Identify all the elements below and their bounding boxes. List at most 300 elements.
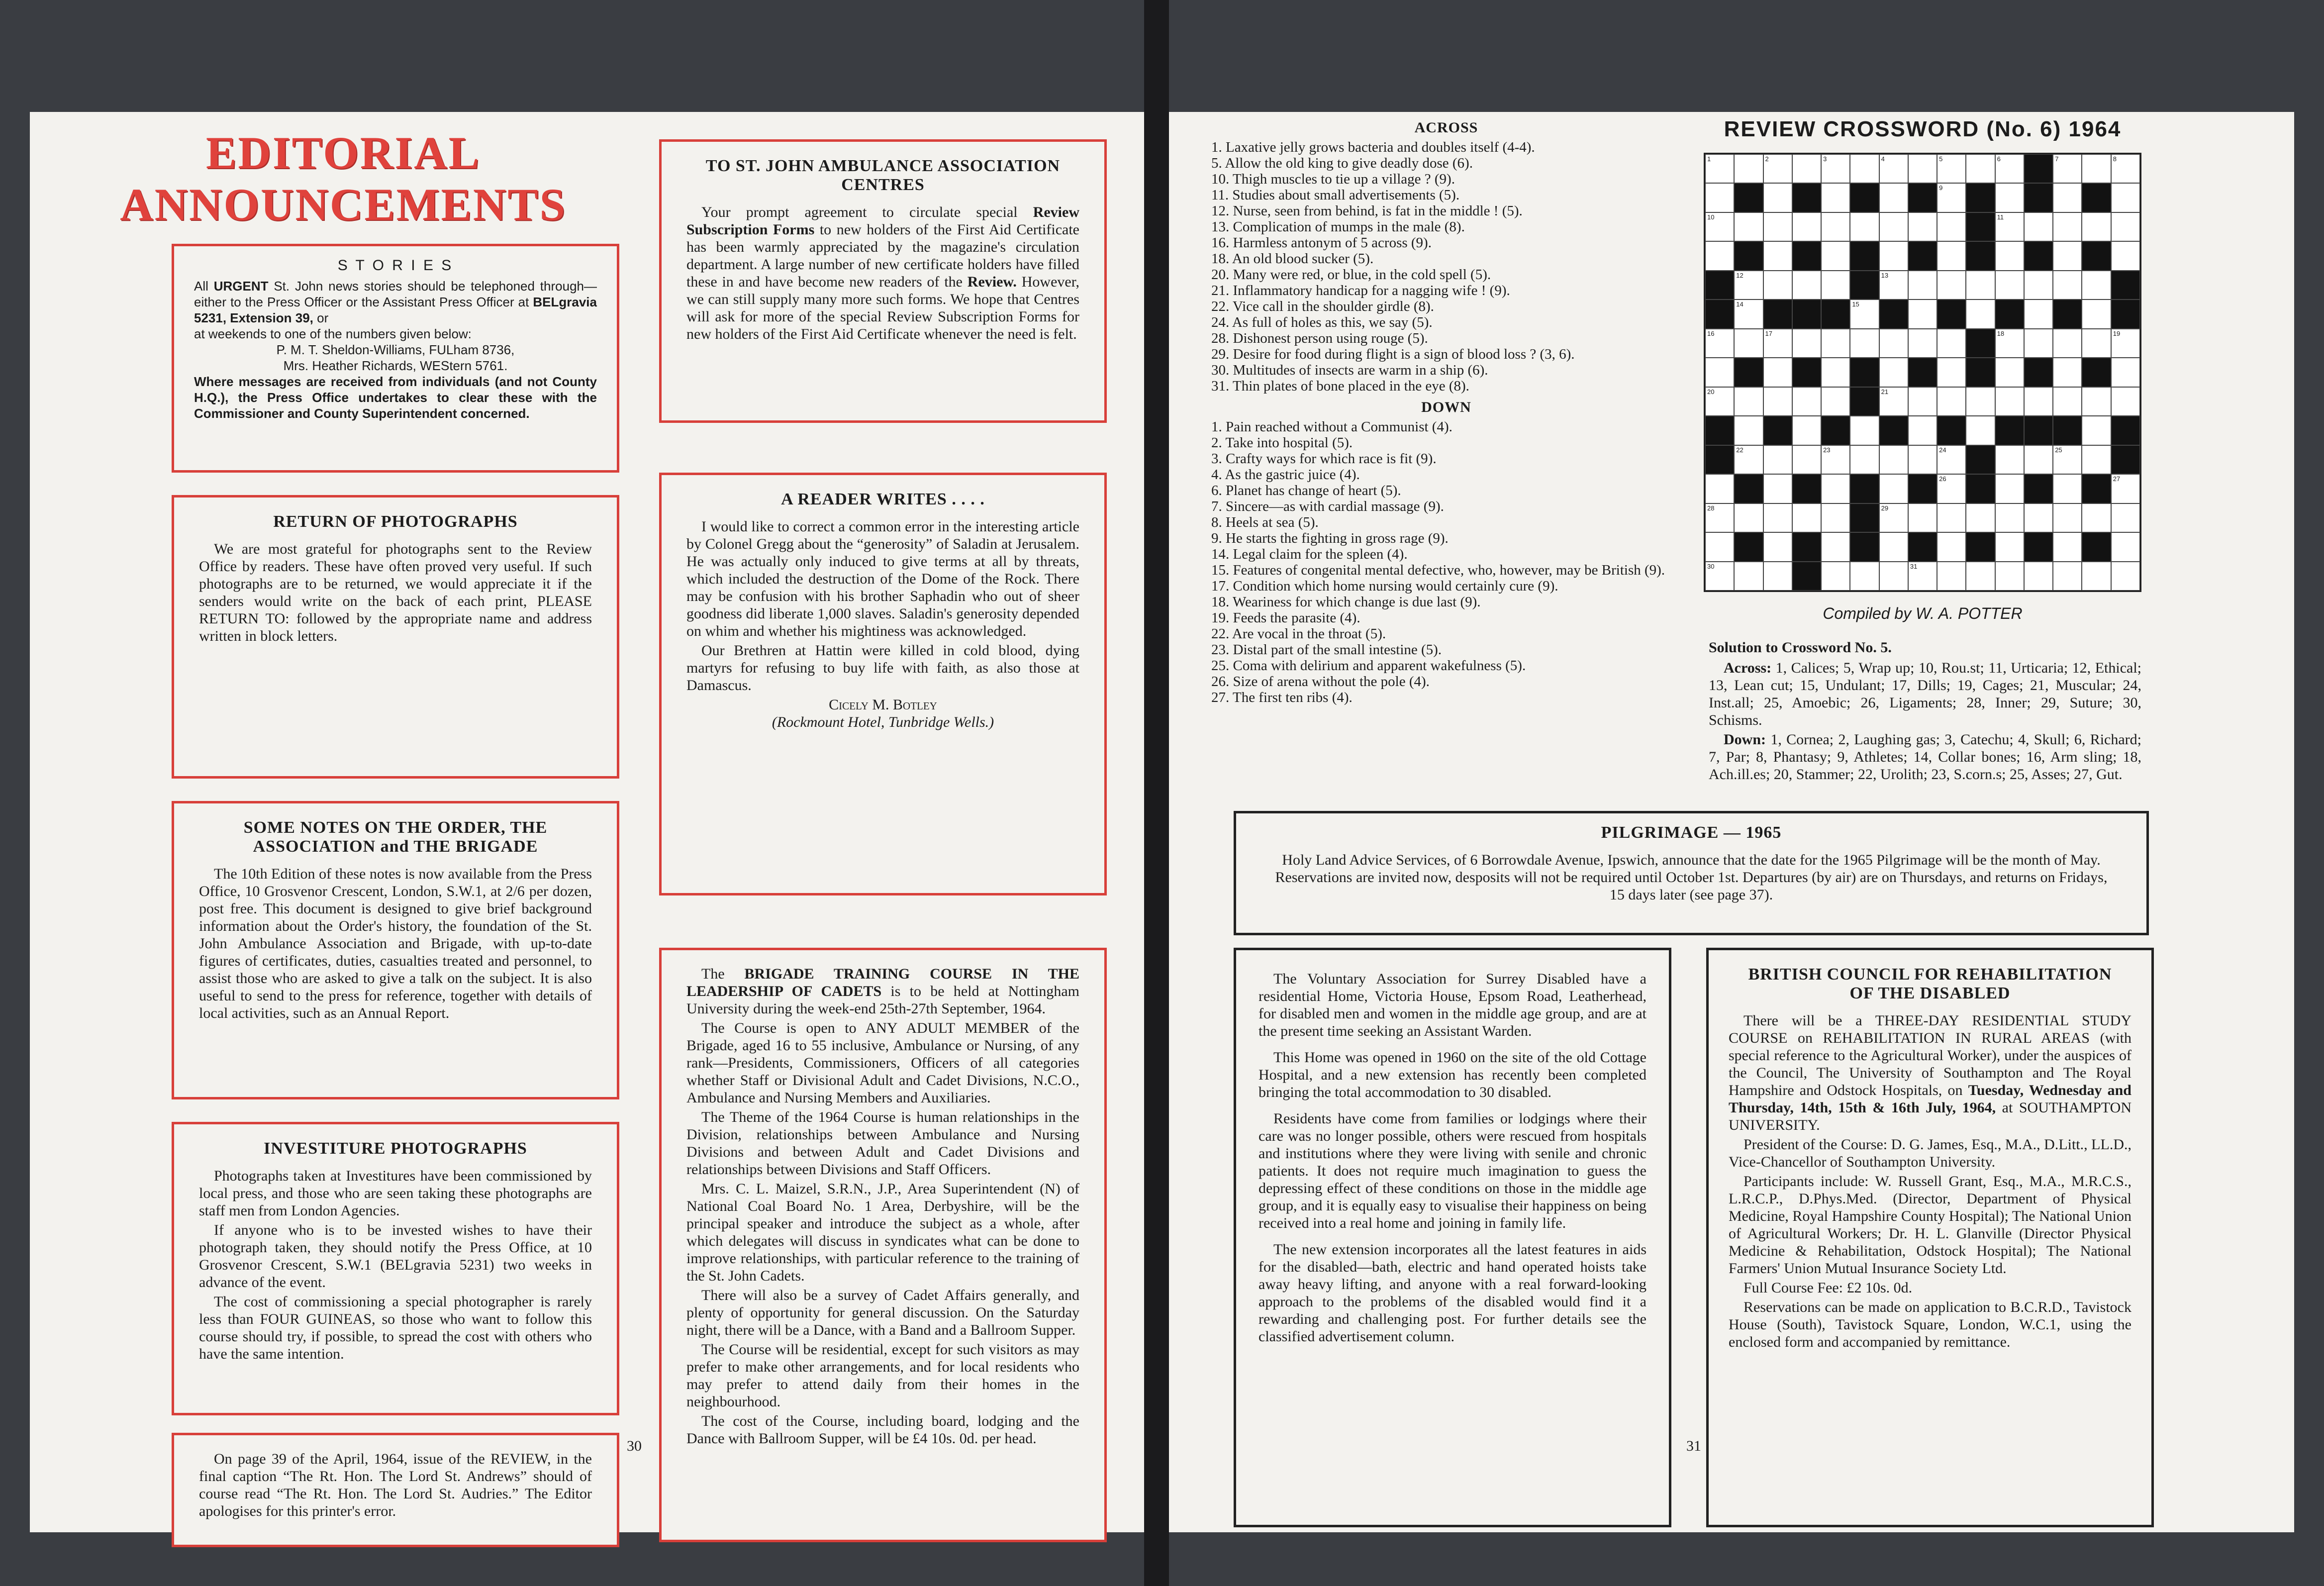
investiture-p2: If anyone who is to be invested wishes to have their photograph taken, they should notify the Press Office, at 10 Grosvenor Crescent, S.W.1 (BELgravia 5231) two weeks in advance of the event. [199,1222,592,1290]
grid-cell [1821,358,1850,387]
grid-cell [1763,241,1792,270]
grid-cell [1995,503,2024,532]
down-clue: 7. Sincere—as with cardial massage (9). [1211,498,1444,514]
grid-cell [1821,183,1850,212]
council-heading-1: BRITISH COUNCIL FOR REHABILITATION [1748,965,2112,984]
grid-cell [1908,299,1937,328]
grid-block [2053,299,2082,328]
weekend-text: at weekends to one of the numbers given below: [194,326,472,341]
clue-number: 20 [1707,388,1715,396]
grid-cell [2053,474,2082,503]
grid-cell [1966,387,1995,416]
clue-number: 11 [1997,213,2004,221]
grid-cell [2082,445,2111,474]
reader-address: (Rockmount Hotel, Tunbridge Wells.) [772,714,994,730]
clues-column [1211,114,1681,705]
down-clue: 25. Coma with delirium and apparent wakefulness (5). [1211,658,1526,674]
grid-cell [1792,271,1821,299]
grid-cell [1821,387,1850,416]
clue-number: 18 [1997,329,2005,337]
urgent-word: URGENT [213,279,269,294]
reader-heading: A READER WRITES . . . . [781,490,985,508]
grid-cell [1879,532,1908,561]
grid-block [1792,299,1821,328]
down-clue: 2. Take into hospital (5). [1211,435,1353,451]
grid-block [1908,474,1937,503]
across-heading: ACROSS [1414,119,1478,136]
grid-block [2024,532,2053,561]
grid-cell [1792,387,1821,416]
down-clue: 22. Are vocal in the throat (5). [1211,626,1386,642]
surrey-p1: The Voluntary Association for Surrey Disabled have a residential Home, Victoria House, Epsom Road, Leatherhead, for disabled men and women in the middle age group, and are at the present time seeking an Assistant Warden. [1259,971,1646,1039]
grid-block [1995,299,2024,328]
grid-cell [1908,329,1937,358]
grid-cell [1850,562,1879,591]
grid-cell [1908,562,1937,591]
page-left [30,112,1144,1532]
clue-number: 9 [1939,184,1943,192]
clue-number: 15 [1852,300,1859,308]
course-p5: There will also be a survey of Cadet Affairs generally, and plenty of opportunity for general discussion. On the Saturday night, there will be a Dance, with a Band and a Ballroom Supper. [686,1287,1079,1338]
grid-cell [1995,154,2024,183]
grid-block [2024,474,2053,503]
grid-block [1850,241,1879,270]
across-clue: 31. Thin plates of bone placed in the eye (8). [1211,378,1469,394]
grid-cell [1705,387,1734,416]
stories-text: All [194,279,214,294]
grid-block [2082,241,2111,270]
grid-block [2111,416,2140,445]
investiture-p1: Photographs taken at Investitures have been commissioned by local press, and those who are seen taking these photographs are staff men from London Agencies. [199,1168,592,1219]
stories-text-2: St. John news stories should be telephoned through—either to the Press Officer or the Assistant Press Officer at [194,279,597,309]
grid-block [2082,358,2111,387]
surrey-p4: The new extension incorporates all the latest features in aids for the disabled—bath, electric and hand operated hoists take away heavy lifting, and anyone with a real forward-looking approach to the problems of the disabled would find it a rewarding and challenging post. For further details see the classified advertisement column. [1259,1241,1646,1345]
contact-line-1: P. M. T. Sheldon-Williams, FULham 8736, [276,342,515,357]
grid-cell [1705,532,1734,561]
grid-cell [1937,212,1966,241]
clue-number: 5 [1939,155,1943,163]
grid-cell [1763,329,1792,358]
grid-cell [2053,562,2082,591]
grid-cell [2024,387,2053,416]
grid-cell [1879,154,1908,183]
grid-cell [1763,387,1792,416]
clue-number: 19 [2113,329,2121,337]
grid-cell [1966,562,1995,591]
editorial-title [60,127,627,230]
title-line-2: ANNOUNCEMENTS [120,179,567,230]
grid-cell [1937,271,1966,299]
grid-cell [1734,416,1763,445]
apology-box [172,1433,619,1547]
down-clue: 4. As the gastric juice (4). [1211,467,1360,483]
grid-cell [1850,445,1879,474]
grid-cell [1966,154,1995,183]
grid-cell [2024,212,2053,241]
down-clue: 1. Pain reached without a Communist (4). [1211,419,1452,435]
down-heading: DOWN [1421,399,1471,415]
across-clue: 11. Studies about small advertisements (5). [1211,187,1460,203]
grid-cell [1995,241,2024,270]
grid-cell [1850,416,1879,445]
grid-block [1966,358,1995,387]
grid-cell [1995,271,2024,299]
clue-number: 27 [2113,475,2121,483]
grid-block [1966,474,1995,503]
grid-cell [1879,503,1908,532]
photos-text: We are most grateful for photographs sent to the Review Office by readers. These have often proved very useful. If such photographs are to be returned, we would appreciate it if the senders would write on the back of each print, PLEASE RETURN TO: followed by the appropriate name and address written in block letters. [199,541,592,644]
grid-cell [1734,503,1763,532]
grid-block [1821,416,1850,445]
grid-cell [1937,474,1966,503]
council-text-1: There will be a THREE-DAY RESIDENTIAL STUDY COURSE on REHABILITATION IN RURAL AREAS (with special reference to the Agricultural Worker), under the auspices of the Council, The University of Southampton and The Royal Hampshire and Odstock Hospitals, on [1729,1012,2131,1098]
grid-cell [1763,503,1792,532]
grid-cell [1879,445,1908,474]
grid-cell [2053,154,2082,183]
grid-cell [1879,271,1908,299]
grid-block [1850,474,1879,503]
book-spine [1144,0,1169,1586]
grid-cell [1908,154,1937,183]
grid-cell [1821,503,1850,532]
grid-cell [1705,474,1734,503]
grid-cell [1908,271,1937,299]
grid-cell [1821,445,1850,474]
grid-cell [1995,183,2024,212]
grid-block [1966,241,1995,270]
centres-text-3: However, we can still supply many more such forms. We hope that Centres will ask for more of the special Review Subscription Forms for new holders of the First Aid Certificate whenever the need is felt. [686,274,1079,342]
contact-line-2: Mrs. Heather Richards, WEStern 5761. [283,358,508,373]
down-clue: 14. Legal claim for the spleen (4). [1211,546,1408,562]
grid-block [1966,445,1995,474]
course-text-2: is to be held at Nottingham University during the week-end 25th-27th September, 1964. [686,983,1079,1017]
surrey-box [1234,948,1671,1527]
grid-cell [1734,445,1763,474]
grid-cell [1966,416,1995,445]
grid-cell [1937,329,1966,358]
council-dates-bold: Tuesday, Wednesday and Thursday, 14th, 15th & 16th July, 1964, [1729,1082,2131,1116]
grid-cell [2082,329,2111,358]
grid-cell [1763,562,1792,591]
across-clue: 28. Dishonest person using rouge (5). [1211,330,1428,346]
grid-block [1879,416,1908,445]
council-p2: President of the Course: D. G. James, Esq., M.A., D.Litt., LL.D., Vice-Chancellor of Southampton University. [1729,1136,2131,1170]
grid-block [1734,532,1763,561]
grid-cell [2024,503,2053,532]
down-clue: 9. He starts the fighting in gross rage (9). [1211,530,1449,546]
grid-cell [1850,329,1879,358]
grid-block [1792,183,1821,212]
clue-number: 31 [1910,562,1918,570]
crossword-grid [1704,153,2141,592]
grid-cell [1966,299,1995,328]
grid-block [2111,445,2140,474]
solution-down: 1, Cornea; 2, Laughing gas; 3, Catechu; 4, Skull; 6, Richard; 7, Par; 8, Phantasy; 9, Athletes; 14, Collar bones; 16, Arm sling; 18, Ach.ill.es; 20, Stammer; 22, Urolith; 23, S.corn.s; 25, Asses; 27, Gut. [1709,731,2141,783]
clue-number: 21 [1881,388,1889,396]
grid-cell [1821,241,1850,270]
investiture-heading: INVESTITURE PHOTOGRAPHS [264,1139,527,1158]
council-heading [1729,965,2131,1003]
clue-number: 25 [2055,446,2062,454]
clue-number: 6 [1997,155,2001,163]
course-p4: Mrs. C. L. Maizel, S.R.N., J.P., Area Superintendent (N) of National Coal Board No. 1 Area, Derbyshire, will be the principal speaker and introduce the subject as a whole, after which delegates will discuss in syndicates what can be done to improve relationships, with particular reference to the training of the St. John Cadets. [686,1181,1079,1284]
investiture-box [172,1122,619,1415]
down-clue: 6. Planet has change of heart (5). [1211,483,1401,498]
grid-block [2024,154,2053,183]
grid-cell [1937,532,1966,561]
reader-signature: Cicely M. Botley [829,696,937,713]
surrey-p2: This Home was opened in 1960 on the site of the old Cottage Hospital, and a new extension has recently been completed bringing the total accommodation to 30 disabled. [1259,1049,1646,1100]
page-right [1169,112,2294,1532]
compiled-by: Compiled by W. A. POTTER [1823,604,2023,622]
down-clue: 15. Features of congenital mental defective, who, however, may be British (9). [1211,562,1665,578]
review-bold: Review. [967,274,1017,290]
down-clue: 3. Crafty ways for which race is fit (9). [1211,451,1437,467]
clue-number: 4 [1881,155,1885,163]
grid-cell [1850,299,1879,328]
photos-heading: RETURN OF PHOTOGRAPHS [273,512,518,531]
grid-cell [2082,299,2111,328]
crossword-title: REVIEW CROSSWORD (No. 6) 1964 [1724,117,2122,141]
grid-cell [2082,416,2111,445]
notes-text: The 10th Edition of these notes is now available from the Press Office, 10 Grosvenor Crescent, London, S.W.1, at 2/6 per dozen, post free. This document is designed to give brief background information about the Order's history, the foundation of the St. John Ambulance Association and Brigade, with up-to-date figures of certificates, duties, casualties treated and personnel, to assist those who are asked to give a talk on the subject. It is also useful to send to the press for reference, together with details of local activities, such as an Annual Report. [199,866,592,1021]
across-clue: 12. Nurse, seen from behind, is fat in the middle ! (5). [1211,203,1523,219]
grid-cell [1937,183,1966,212]
grid-block [1879,299,1908,328]
grid-cell [1937,562,1966,591]
clue-number: 26 [1939,475,1946,483]
grid-block [1734,474,1763,503]
centres-heading-1: TO ST. JOHN AMBULANCE ASSOCIATION [705,157,1061,175]
notes-box [172,801,619,1099]
grid-cell [2111,329,2140,358]
grid-block [1705,271,1734,299]
grid-cell [2111,474,2140,503]
across-clue: 22. Vice call in the shoulder girdle (8). [1211,298,1434,314]
grid-cell [2053,183,2082,212]
grid-cell [1995,329,2024,358]
page-number-left: 30 [627,1438,642,1454]
notes-heading-2: ASSOCIATION and THE BRIGADE [253,837,538,856]
clue-number: 12 [1736,271,1743,279]
photos-box [172,495,619,779]
across-clues [1211,139,1681,394]
grid-cell [2082,503,2111,532]
apology-text: On page 39 of the April, 1964, issue of the REVIEW, in the final caption “The Rt. Hon. The Lord St. Andrews” should of course read “The Rt. Hon. The Lord St. Audries.” The Editor apologises for this printer's error. [199,1451,592,1519]
grid-block [1792,532,1821,561]
pilgrimage-box [1234,811,2149,935]
grid-cell [1734,562,1763,591]
grid-cell [1792,503,1821,532]
course-text-1: The [701,966,745,982]
grid-cell [1995,532,2024,561]
grid-cell [1850,154,1879,183]
solution-down-label: Down: [1724,731,1766,748]
grid-cell [1792,445,1821,474]
centres-text-2: to new holders of the First Aid Certificate has been warmly appreciated by the magazine's circulation department. A large number of new certificate holders have filled these in and have become new readers of the [686,221,1079,290]
grid-cell [2082,271,2111,299]
grid-cell [1821,474,1850,503]
grid-cell [1734,154,1763,183]
grid-cell [1763,183,1792,212]
grid-cell [1734,299,1763,328]
grid-block [1966,212,1995,241]
grid-block [1792,241,1821,270]
down-clue: 18. Weariness for which change is due last (9). [1211,594,1481,610]
press-office-number: BELgravia 5231, Extension 39, [194,295,597,325]
grid-cell [1995,562,2024,591]
grid-cell [1705,329,1734,358]
investiture-p3: The cost of commissioning a special photographer is rarely less than FOUR GUINEAS, so those who want to follow this course should try, if possible, to spread the cost with others who have the same intention. [199,1293,592,1362]
across-clue: 24. As full of holes as this, we say (5). [1211,314,1433,330]
grid-cell [1995,358,2024,387]
grid-cell [1734,387,1763,416]
grid-cell [2111,183,2140,212]
grid-block [1850,183,1879,212]
grid-cell [2024,271,2053,299]
grid-block [1850,532,1879,561]
grid-cell [2111,154,2140,183]
grid-cell [1705,154,1734,183]
grid-cell [2082,154,2111,183]
centres-heading-2: CENTRES [841,176,925,194]
reader-p1: I would like to correct a common error in the interesting article by Colonel Gregg about the “generosity” of Saladin at Jerusalem. He was actually only induced to give terms at all by threats, which included the destruction of the Dome of the Rock. There may be confusion with his brother Saphadin who out of sheer goodness did liberate 1,000 slaves. Saladin's generosity depended on whim and whether his mightiness was acknowledged. [686,518,1079,639]
grid-block [1850,387,1879,416]
grid-cell [1705,241,1734,270]
clue-number: 17 [1765,329,1772,337]
page-number-right: 31 [1686,1438,1701,1454]
grid-cell [1792,212,1821,241]
grid-cell [1734,271,1763,299]
title-line-1: EDITORIAL [206,127,481,178]
subscription-forms-bold: Review Subscription Forms [686,204,1079,238]
across-clue: 21. Inflammatory handicap for a nagging wife ! (9). [1211,283,1510,298]
grid-cell [1821,532,1850,561]
grid-cell [2111,212,2140,241]
grid-cell [1763,445,1792,474]
solution-across: 1, Calices; 5, Wrap up; 10, Rou.st; 11, Urticaria; 12, Ethical; 13, Lean cut; 15, Undulant; 17, Dills; 19, Cages; 21, Muscular; 24, Inst.all; 25, Amoebic; 26, Ligaments; 28, Inner; 29, Suture; 30, Schisms. [1709,660,2141,728]
grid-block [2082,532,2111,561]
stories-box [172,244,619,473]
grid-block [2111,299,2140,328]
grid-cell [1937,154,1966,183]
grid-block [1763,416,1792,445]
grid-cell [1763,474,1792,503]
grid-cell [2024,329,2053,358]
grid-cell [1821,154,1850,183]
grid-cell [1763,532,1792,561]
reader-p2: Our Brethren at Hattin were killed in cold blood, dying martyrs for refusing to buy life with faith, as also those at Damascus. [686,642,1079,694]
grid-cell [1792,154,1821,183]
down-clues [1211,419,1681,705]
grid-block [1734,241,1763,270]
grid-cell [1850,212,1879,241]
grid-cell [2111,387,2140,416]
grid-cell [2024,445,2053,474]
grid-cell [1879,562,1908,591]
grid-block [1966,532,1995,561]
down-clue: 23. Distal part of the small intestine (5). [1211,642,1442,658]
clue-number: 7 [2055,155,2059,163]
grid-cell [1821,212,1850,241]
clue-number: 13 [1881,271,1889,279]
grid-block [1908,183,1937,212]
clue-number: 10 [1707,213,1715,221]
grid-block [1908,358,1937,387]
grid-block [1937,416,1966,445]
across-clue: 30. Multitudes of insects are warm in a ship (6). [1211,362,1488,378]
council-text-2: at SOUTHAMPTON UNIVERSITY. [1729,1099,2131,1133]
grid-cell [1792,416,1821,445]
grid-cell [1879,212,1908,241]
across-clue: 29. Desire for food during flight is a sign of blood loss ? (3, 6). [1211,346,1575,362]
down-clue: 8. Heels at sea (5). [1211,514,1319,530]
grid-cell [1908,503,1937,532]
clue-number: 22 [1736,446,1743,454]
grid-block [1792,358,1821,387]
down-clue: 26. Size of arena without the pole (4). [1211,674,1430,690]
grid-cell [2111,358,2140,387]
course-p7: The cost of the Course, including board, lodging and the Dance with Ballroom Supper, will be £4 10s. 0d. per head. [686,1413,1079,1447]
grid-cell [2024,562,2053,591]
grid-cell [1879,474,1908,503]
grid-block [2111,271,2140,299]
grid-cell [2111,562,2140,591]
grid-cell [2082,387,2111,416]
grid-cell [1995,474,2024,503]
stories-text-3: or [313,310,329,325]
grid-cell [1734,212,1763,241]
grid-block [2082,183,2111,212]
grid-cell [1908,445,1937,474]
grid-block [1966,183,1995,212]
grid-block [2024,358,2053,387]
grid-block [1821,299,1850,328]
council-p3: Participants include: W. Russell Grant, Esq., M.A., M.R.C.S., L.R.C.P., D.Phys.Med. (Director, Department of Physical Medicine, Royal Hampshire County Hospital); The National Union of Agricultural Workers; Dr. H. L. Glanville (Director Physical Medicine & Rehabilitation, Odstock Hospital); The National Farmers' Union Mutual Insurance Society Ltd. [1729,1173,2131,1277]
council-heading-2: OF THE DISABLED [1849,984,2011,1002]
grid-block [1850,503,1879,532]
stories-heading: S T O R I E S [337,257,454,274]
grid-block [1705,299,1734,328]
clue-number: 14 [1736,300,1743,308]
grid-block [2082,474,2111,503]
grid-cell [2111,241,2140,270]
grid-cell [1966,503,1995,532]
clue-number: 29 [1881,504,1889,512]
grid-block [2024,416,2053,445]
solution-block [1709,639,2141,785]
reader-box [659,473,1107,895]
down-clue: 19. Feeds the parasite (4). [1211,610,1360,626]
across-clue: 16. Harmless antonym of 5 across (9). [1211,235,1432,251]
grid-cell [1763,358,1792,387]
grid-cell [1995,212,2024,241]
grid-cell [2053,445,2082,474]
grid-cell [1937,445,1966,474]
grid-block [2024,183,2053,212]
across-clue: 5. Allow the old king to give deadly dose (6). [1211,155,1473,171]
stories-note: Where messages are received from individuals (and not County H.Q.), the Press Office undertakes to clear these with the Commissioner and County Superintendent concerned. [194,374,597,421]
grid-block [1705,445,1734,474]
course-p3: The Theme of the 1964 Course is human relationships in the Division, relationships between Ambulance and Nursing Divisions and between Adult and Cadet Divisions and relationships between Divisions and Staff Officers. [686,1109,1079,1178]
grid-block [2053,416,2082,445]
grid-cell [1879,241,1908,270]
grid-block [1763,299,1792,328]
grid-cell [1908,212,1937,241]
grid-cell [1792,329,1821,358]
across-clue: 1. Laxative jelly grows bacteria and doubles itself (4-4). [1211,139,1535,155]
course-box [659,948,1107,1542]
